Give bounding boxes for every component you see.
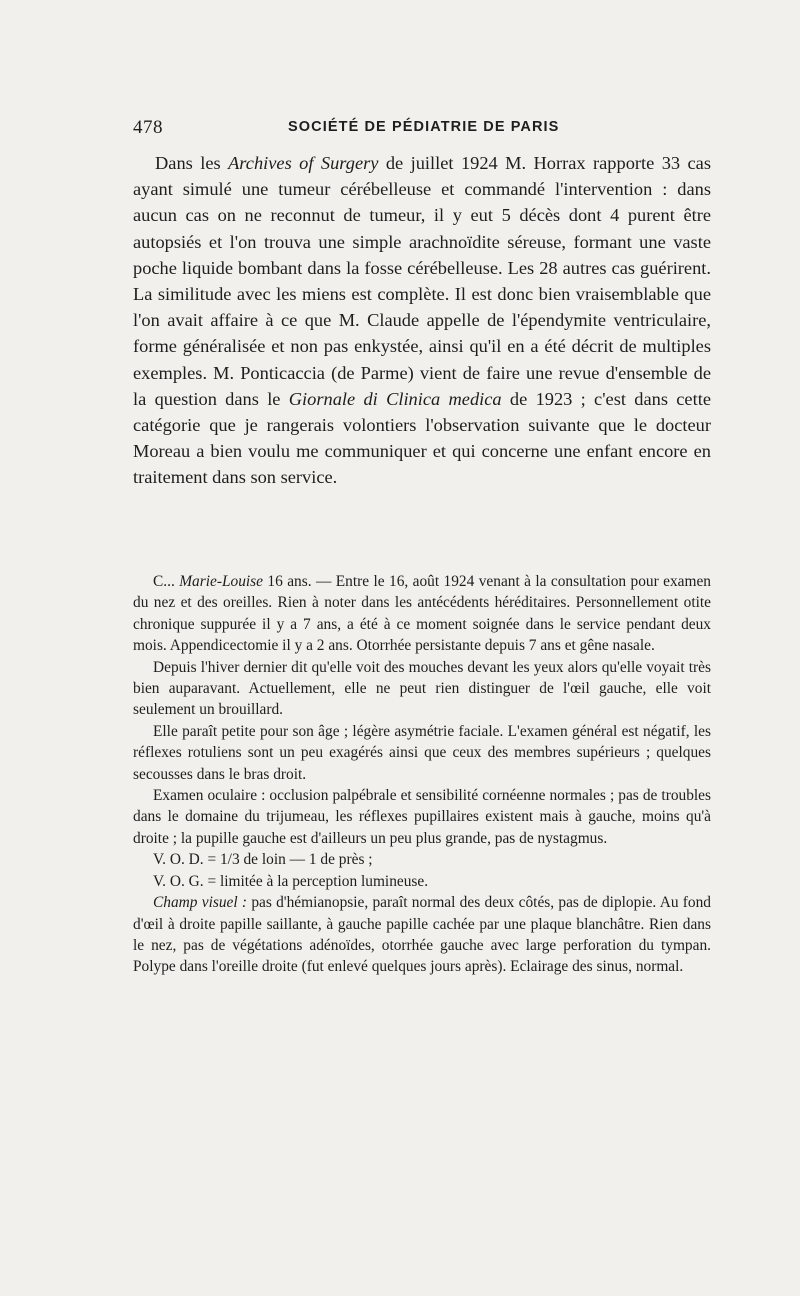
text-run: Dans les bbox=[155, 153, 229, 173]
visual-acuity-right: V. O. D. = 1/3 de loin — 1 de près ; bbox=[153, 851, 373, 869]
text-run: 16 ans. — Entre le 16, août 1924 venant à la consultation pour examen du nez et des oreilles. Rien à noter dans les antécédents héréditaires. Personnellement otite chronique suppurée il y a 7 ans, a été à ce moment soignée dans le service pendant deux mois. Appendicectomie il y a 2 ans. Otorrhée persistante depuis 7 ans et gêne nasale. bbox=[133, 573, 712, 655]
page-number: 478 bbox=[133, 117, 163, 138]
visual-field-label: Champ visuel : bbox=[153, 894, 248, 912]
text-run: de juillet 1924 M. Horrax rapporte 33 cas ayant simulé une tumeur cérébelleuse et commandé l'intervention : dans aucun cas on ne reconnut de tumeur, il y eut 5 décès dont 4 purent être autopsiés et l'on trouva une simple arachnoïdite séreuse, formant une vaste poche liquide bombant dans la fosse cérébelleuse. Les 28 autres cas guérirent. La similitude avec les miens est complète. Il est donc bien vraisemblable que l'on avait affaire à ce que M. Claude appelle de l'épendymite ventriculaire, forme généralisée et non pas enkystée, ainsi qu'il en a été décrit de multiples exemples. M. Ponticaccia (de Parme) vient de faire une revue d'ensemble de la question dans le bbox=[133, 153, 711, 409]
visual-acuity-left: V. O. G. = limitée à la perception lumineuse. bbox=[153, 872, 429, 890]
journal-title-archives: Archives of Surgery bbox=[228, 153, 379, 173]
patient-name: Marie-Louise bbox=[179, 573, 264, 590]
journal-title-giornale: Giornale di Clinica medica bbox=[288, 388, 502, 409]
running-head: SOCIÉTÉ DE PÉDIATRIE DE PARIS bbox=[288, 119, 560, 135]
main-text bbox=[133, 150, 711, 491]
text-run: pas d'hémianopsie, paraît normal des deux côtés, pas de diplopie. Au fond d'œil à droite papille saillante, à gauche papille cachée par une plaque blanchâtre. Rien dans le nez, pas de végétations adénoïdes, otorrhée gauche avec large perforation du tympan. Polype dans l'oreille droite (fut enlevé quelques jours après). Eclairage des sinus, normal. bbox=[133, 894, 712, 976]
main-paragraph bbox=[133, 150, 711, 491]
observation-paragraph: Depuis l'hiver dernier dit qu'elle voit des mouches devant les yeux alors qu'elle voyait très bien auparavant. Actuellement, elle ne peut rien distinguer de l'œil gauche, elle voit seulement un brouillard. bbox=[133, 658, 711, 719]
observation-paragraph bbox=[133, 571, 711, 657]
page-header bbox=[133, 117, 713, 139]
observation-paragraph bbox=[133, 892, 711, 978]
text-run: de 1923 ; c'est dans cette catégorie que je rangerais volontiers l'observation suivante que le docteur Moreau a bien voulu me communiquer et qui concerne une enfant encore en traitement dans son service. bbox=[133, 388, 711, 488]
clinical-observation bbox=[133, 571, 711, 978]
observation-paragraph: Elle paraît petite pour son âge ; légère asymétrie faciale. L'examen général est négatif, les réflexes rotuliens sont un peu exagérés ainsi que ceux des membres supérieurs ; quelques secousses dans le bras droit. bbox=[133, 722, 711, 783]
observation-paragraph: Examen oculaire : occlusion palpébrale et sensibilité cornéenne normales ; pas de troubles dans le domaine du trijumeau, les réflexes pupillaires existent mais à gauche, moins qu'à droite ; la pupille gauche est d'ailleurs un peu plus grande, pas de nystagmus. bbox=[133, 787, 711, 847]
case-id: C... bbox=[153, 573, 180, 590]
